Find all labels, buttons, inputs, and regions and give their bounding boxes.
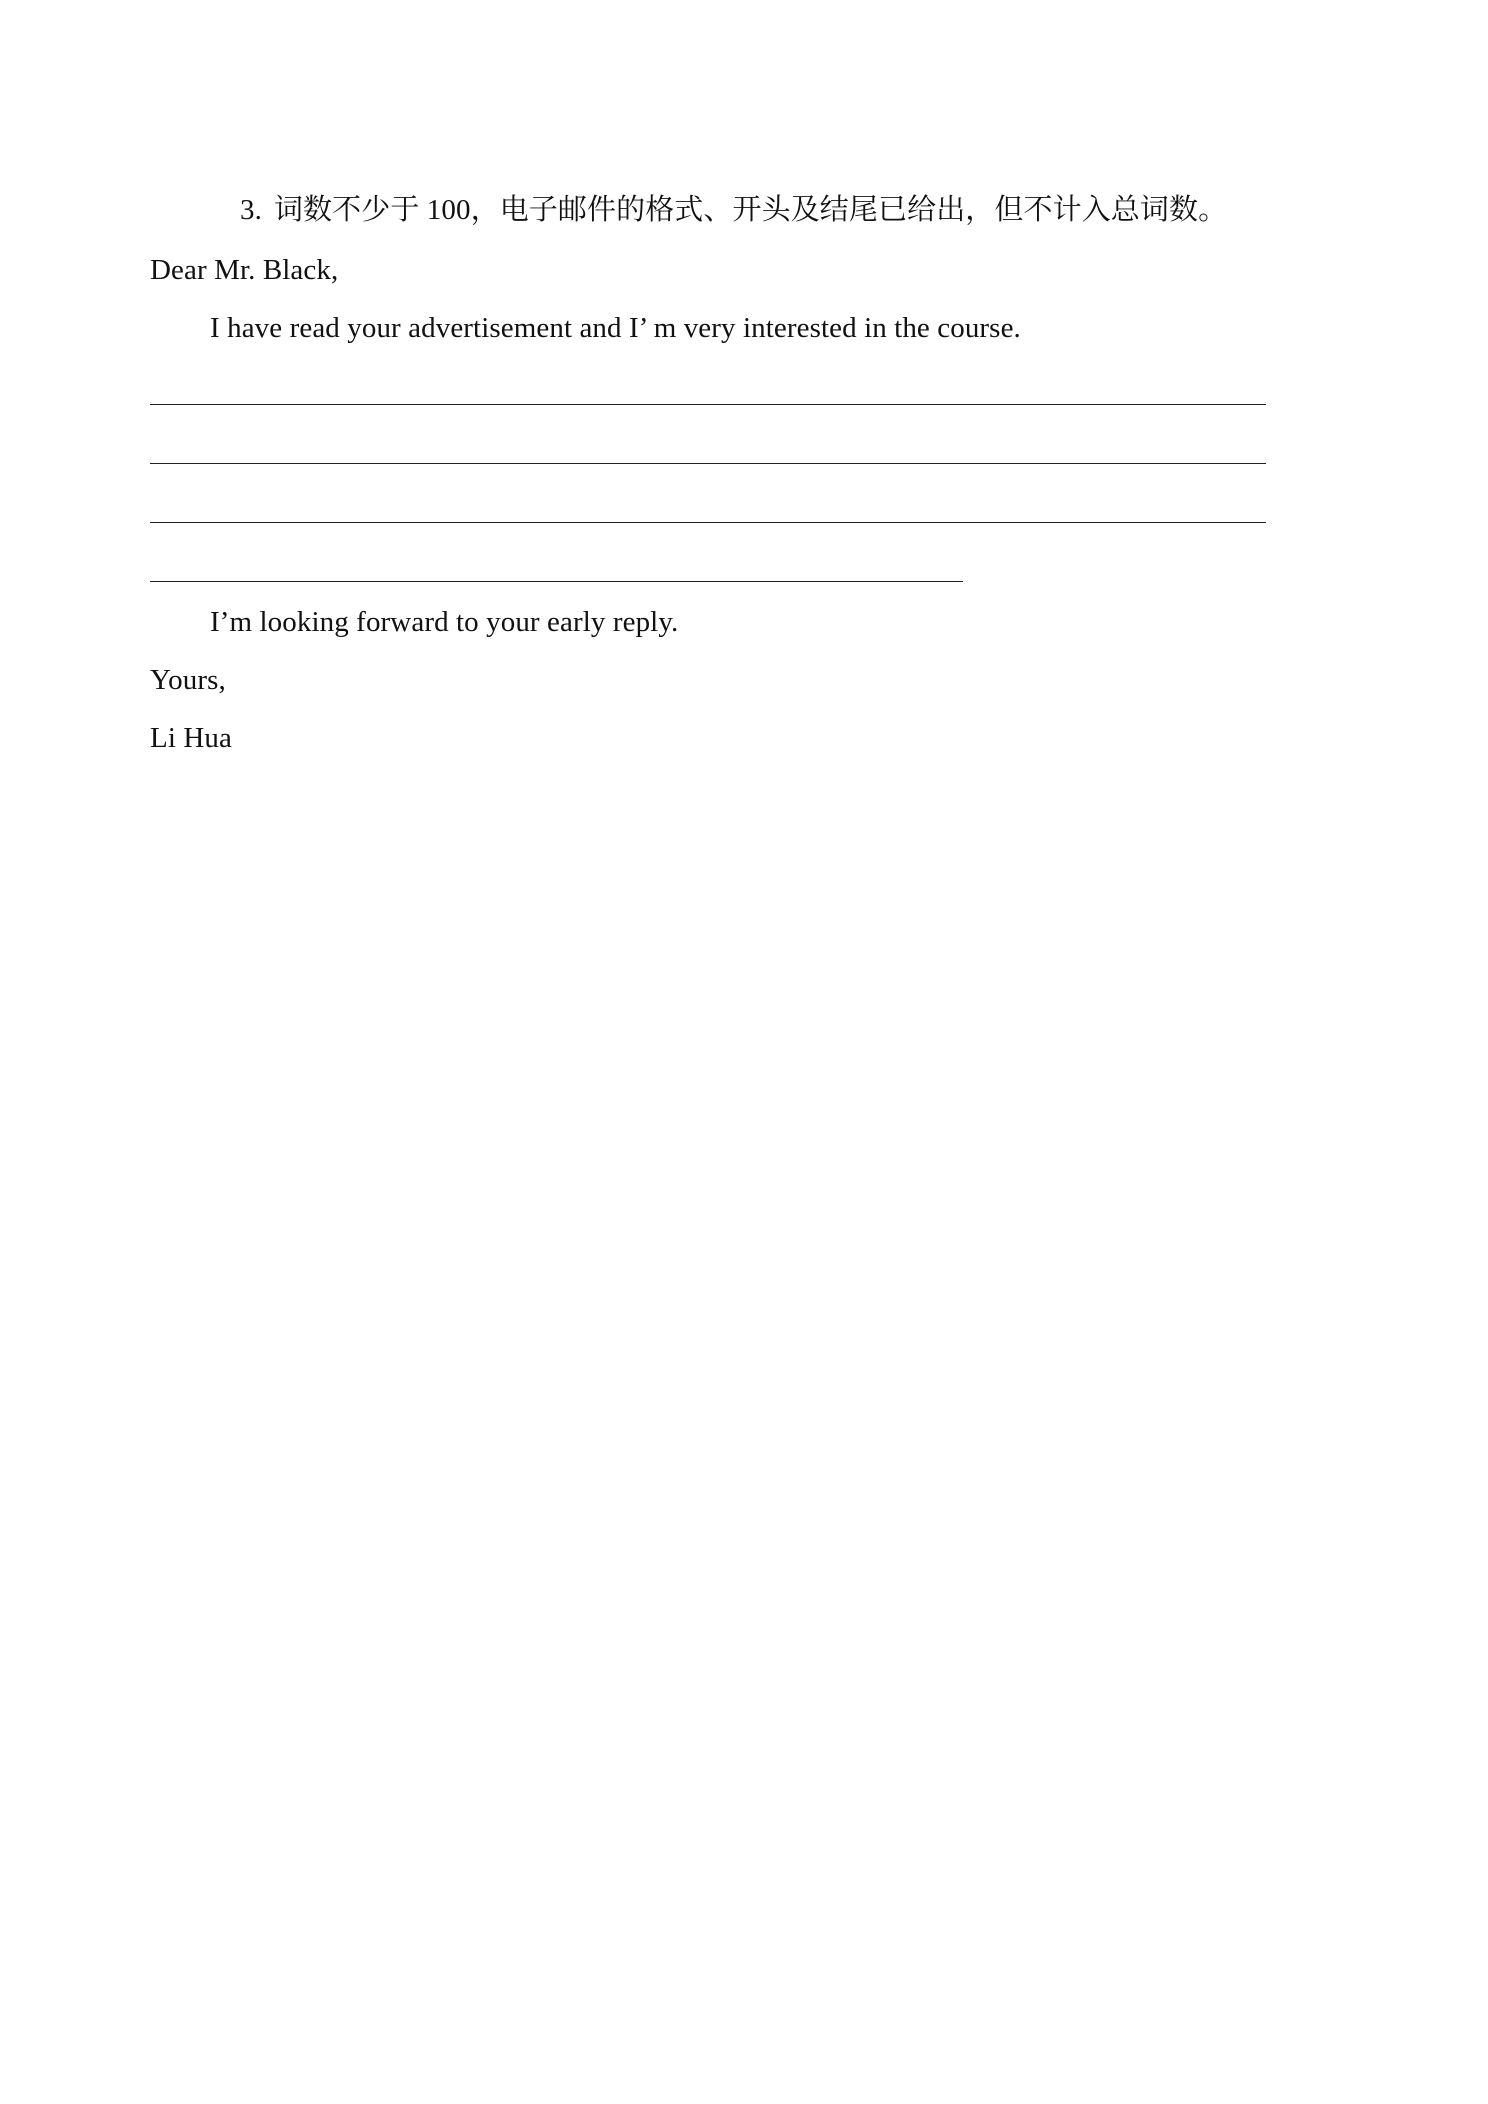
instruction-item [240,192,1227,228]
letter-signoff: Yours, [150,664,226,696]
instruction-text: 词数不少于 100，电子邮件的格式、开头及结尾已给出，但不计入总词数。 [273,194,1228,226]
letter-greeting: Dear Mr. Black, [150,254,339,286]
letter-opening-sentence: I have read your advertisement and I’ m very interested in the course. [210,312,1021,344]
letter-closing-sentence: I’m looking forward to your early reply. [210,606,679,638]
writing-line-short [150,581,963,582]
writing-line [150,522,1266,523]
instruction-number: 3. [240,194,262,226]
letter-signature: Li Hua [150,722,232,754]
writing-line [150,463,1266,464]
writing-line [150,404,1266,405]
